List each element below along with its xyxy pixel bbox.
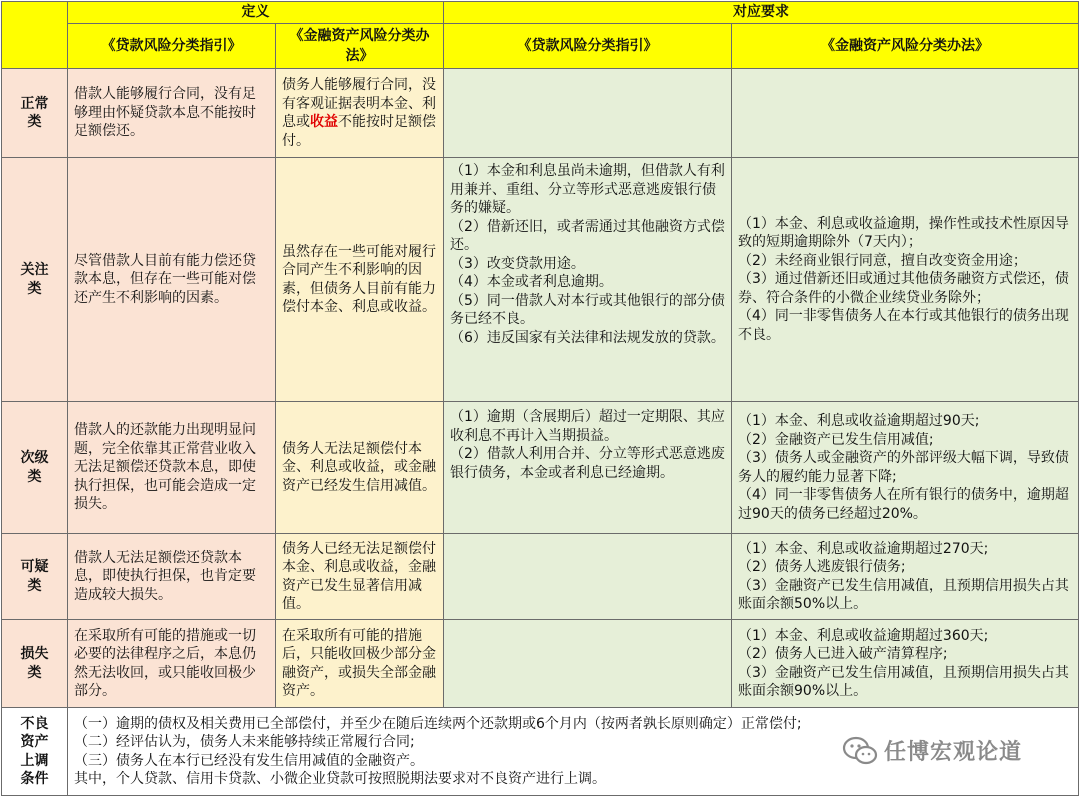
conditions-label: 不良资产上调条件 [20, 715, 49, 787]
loss-req-guideline [444, 620, 732, 708]
header-row-sub [2, 24, 1079, 69]
category-normal [2, 69, 68, 158]
attention-def-guideline: 尽管借款人目前有能力偿还贷款本息，但存在一些可能对偿还产生不利影响的因素。 [68, 158, 276, 402]
category-doubtful-label: 可疑类 [20, 559, 49, 594]
category-substandard-label: 次级类 [20, 450, 49, 485]
watermark-text: 任博宏观论道 [884, 740, 1023, 765]
wechat-icon [842, 736, 878, 766]
category-loss [2, 620, 68, 708]
condition-line: （一）逾期的债权及相关费用已全部偿付，并至少在随后连续两个还款期或6个月内（按两者孰长原则确定）正常偿付; [74, 715, 802, 732]
attention-req-measures [732, 158, 1079, 402]
category-attention [2, 158, 68, 402]
conditions-label-cell [2, 708, 68, 796]
normal-def-measures-pre: 债务人能够履行合同，没有客观证据表明本金、利息或 [282, 77, 436, 130]
attention-def-measures: 虽然存在一些可能对履行合同产生不利影响的因素，但债务人目前有能力偿付本金、利息或收益。 [276, 158, 444, 402]
category-attention-label: 关注类 [20, 262, 49, 297]
condition-line: （三）债务人在本行已经没有发生信用减值的金融资产。 [74, 752, 424, 769]
category-normal-label: 正常类 [20, 95, 49, 130]
substandard-req-measures-item: （2）金融资产已发生信用减值; [738, 431, 934, 448]
header-def-measures-text: 《金融资产风险分类办法》 [289, 28, 430, 64]
loss-req-measures-item: （2）债务人已进入破产清算程序; [738, 646, 948, 662]
header-def-guideline: 《贷款风险分类指引》 [68, 24, 276, 69]
attention-req-measures-item: （4）同一非零售债务人在本行或其他银行的债务出现不良。 [738, 308, 1069, 343]
attention-req-guideline-item: （1）本金和利息虽尚未逾期，但借款人有利用兼并、重组、分立等形式恶意逃废银行债务的嫌疑。 [450, 163, 725, 216]
substandard-def-measures: 债务人无法足额偿付本金、利息或收益，或金融资产已经发生信用减值。 [276, 402, 444, 534]
normal-def-guideline: 借款人能够履行合同，没有足够理由怀疑贷款本息不能按时足额偿还。 [68, 69, 276, 158]
attention-req-guideline-item: （5）同一借款人对本行或其他银行的部分债务已经不良。 [450, 292, 725, 327]
substandard-req-guideline-item: （2）借款人利用合并、分立等形式恶意逃废银行债务，本金或者利息已经逾期。 [450, 446, 725, 481]
row-substandard [2, 402, 1079, 534]
header-req-guideline: 《贷款风险分类指引》 [444, 24, 732, 69]
header-corner [2, 2, 68, 69]
header-requirements: 对应要求 [444, 2, 1079, 24]
normal-def-measures [276, 69, 444, 158]
row-attention [2, 158, 1079, 402]
condition-line: 其中，个人贷款、信用卡贷款、小微企业贷款可按照脱期法要求对不良资产进行上调。 [74, 771, 606, 787]
substandard-req-measures-item: （3）债务人或金融资产的外部评级大幅下调，导致债务人的履约能力显著下降; [738, 450, 1069, 485]
substandard-def-guideline: 借款人的还款能力出现明显问题，完全依靠其正常营业收入无法足额偿还贷款本息，即使执行担保，也可能会造成一定损失。 [68, 402, 276, 534]
normal-def-measures-post: 不能按时足额偿付。 [282, 114, 436, 149]
substandard-req-measures [732, 402, 1079, 534]
condition-line: （二）经评估认为，债务人未来能够持续正常履行合同; [74, 734, 415, 750]
attention-req-guideline-item: （2）借新还旧，或者需通过其他融资方式偿还。 [450, 218, 725, 253]
attention-req-guideline-item: （3）改变贷款用途。 [450, 255, 585, 272]
attention-req-guideline-item: （4）本金或者利息逾期。 [450, 274, 613, 290]
loss-def-guideline: 在采取所有可能的措施或一切必要的法律程序之后，本息仍然无法收回，或只能收回极少部分。 [68, 620, 276, 708]
substandard-req-guideline-item: （1）逾期（含展期后）超过一定期限、其应收利息不再计入当期损益。 [450, 409, 725, 444]
loss-def-measures: 在采取所有可能的措施后，只能收回极少部分金融资产，或损失全部金融资产。 [276, 620, 444, 708]
row-doubtful [2, 534, 1079, 620]
header-def-measures [276, 24, 444, 69]
row-normal [2, 69, 1079, 158]
doubtful-req-measures-item: （3）金融资产已发生信用减值，且预期信用损失占其账面余额50%以上。 [738, 577, 1069, 612]
category-doubtful [2, 534, 68, 620]
doubtful-def-guideline: 借款人无法足额偿还贷款本息，即使执行担保，也肯定要造成较大损失。 [68, 534, 276, 620]
attention-req-measures-item: （1）本金、利息或收益逾期，操作性或技术性原因导致的短期逾期除外（7天内）； [738, 215, 1069, 251]
doubtful-def-measures: 债务人已经无法足额偿付本金、利息或收益，金融资产已发生显著信用减值。 [276, 534, 444, 620]
normal-def-measures-highlight: 收益 [310, 114, 338, 130]
category-loss-label: 损失类 [20, 646, 49, 681]
doubtful-req-measures-item: （2）债务人逃废银行债务; [738, 559, 906, 575]
attention-req-guideline [444, 158, 732, 402]
normal-req-guideline [444, 69, 732, 158]
substandard-req-measures-item: （1）本金、利息或收益逾期超过90天; [738, 413, 980, 429]
attention-req-measures-item: （2）未经商业银行同意，擅自改变资金用途； [738, 252, 1027, 269]
header-row-top [2, 2, 1079, 24]
category-substandard [2, 402, 68, 534]
normal-req-measures [732, 69, 1079, 158]
row-loss [2, 620, 1079, 708]
doubtful-req-guideline [444, 534, 732, 620]
loss-req-measures [732, 620, 1079, 708]
header-req-measures: 《金融资产风险分类办法》 [732, 24, 1079, 69]
doubtful-req-measures-item: （1）本金、利息或收益逾期超过270天; [738, 540, 989, 557]
header-definition: 定义 [68, 2, 444, 24]
substandard-req-measures-item: （4）同一非零售债务人在所有银行的债务中，逾期超过90天的债务已经超过20%。 [738, 487, 1069, 522]
loss-req-measures-item: （1）本金、利息或收益逾期超过360天; [738, 627, 989, 644]
loss-req-measures-item: （3）金融资产已发生信用减值，且预期信用损失占其账面余额90%以上。 [738, 664, 1069, 699]
watermark [842, 735, 1022, 766]
attention-req-guideline-item: （6）违反国家有关法律和法规发放的贷款。 [450, 329, 725, 346]
attention-req-measures-item: （3）通过借新还旧或通过其他债务融资方式偿还，债券、符合条件的小微企业续贷业务除外； [738, 271, 1069, 306]
substandard-req-guideline [444, 402, 732, 534]
doubtful-req-measures [732, 534, 1079, 620]
risk-classification-table [1, 1, 1079, 796]
